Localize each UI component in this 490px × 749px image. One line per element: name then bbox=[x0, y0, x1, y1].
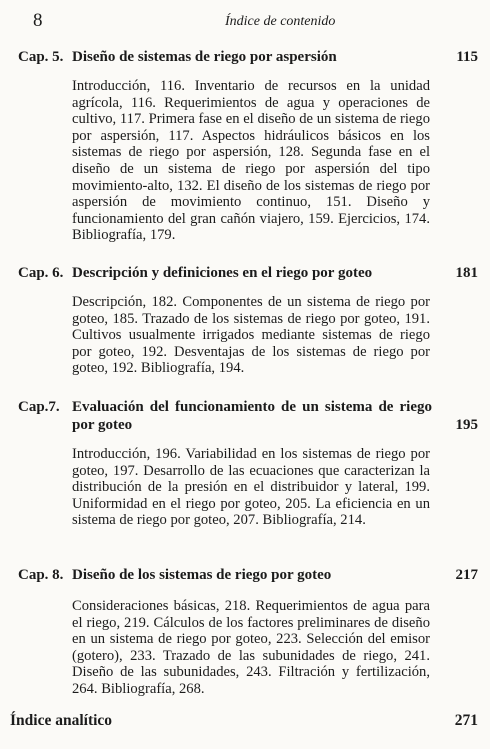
chapter-heading bbox=[18, 398, 478, 434]
toc-chapter-8 bbox=[18, 566, 478, 698]
chapter-title: Diseño de sistemas de riego por aspersión bbox=[72, 49, 337, 65]
chapter-heading bbox=[18, 264, 478, 282]
chapter-page-number: 217 bbox=[455, 567, 478, 583]
page-number: 8 bbox=[33, 10, 43, 31]
chapter-contents: Consideraciones básicas, 218. Requerimientos de agua para el riego, 219. Cálculos de los factores preliminares de diseño en un sistema de riego por goteo, 223. Selección del emisor (gotero), 233. Trazado de las subunidades de riego, 241. Diseño de las subunidades, 243. Filtración y fertilización, 264. Bibliografía, 268. bbox=[72, 598, 430, 697]
chapter-contents: Introducción, 116. Inventario de recursos en la unidad agrícola, 116. Requerimientos de agua y operaciones de cultivo, 117. Primera fase en el diseño de un sistema de riego por aspersión, 117. Aspectos hidráulicos básicos en los sistemas de riego por aspersión, 128. Segunda fase en el diseño de un sistema de riego por aspersión del tipo movimiento-alto, 132. El diseño de los sistemas de riego por aspersión de movimiento continuo, 151. Diseño y funcionamiento del gran cañón viajero, 159. Ejercicios, 174. Bibliografía, 179. bbox=[72, 78, 430, 244]
chapter-label: Cap. 5. bbox=[18, 49, 64, 65]
chapter-label: Cap. 8. bbox=[18, 567, 64, 583]
chapter-page-number: 195 bbox=[455, 417, 478, 433]
chapter-page-number: 181 bbox=[455, 265, 478, 281]
chapter-page-number: 115 bbox=[456, 49, 478, 65]
chapter-label: Cap.7. bbox=[18, 399, 60, 415]
chapter-contents: Introducción, 196. Variabilidad en los sistemas de riego por goteo, 197. Desarrollo de las ecuaciones que caracterizan la distribución de la presión en el distribuidor y lateral, 199. Uniformidad en el riego por goteo, 205. La eficiencia en un sistema de riego por goteo, 207. Bibliografía, 214. bbox=[72, 446, 430, 529]
index-label: Índice analítico bbox=[10, 712, 113, 729]
chapter-contents: Descripción, 182. Componentes de un sistema de riego por goteo, 185. Trazado de los sistemas de riego por goteo, 191. Cultivos usualmente irrigados mediante sistemas de riego por goteo, 192. Desventajas de los sistemas de riego por goteo, 192. Bibliografía, 194. bbox=[72, 294, 430, 377]
running-title: Índice de contenido bbox=[225, 14, 336, 29]
chapter-heading bbox=[18, 48, 478, 66]
toc-chapter-7 bbox=[18, 398, 478, 529]
chapter-title: Descripción y definiciones en el riego por goteo bbox=[72, 265, 373, 281]
chapter-label: Cap. 6. bbox=[18, 265, 64, 281]
page-header bbox=[0, 10, 490, 34]
chapter-title: Diseño de los sistemas de riego por goteo bbox=[72, 567, 332, 583]
chapter-heading bbox=[18, 566, 478, 584]
toc-chapter-6 bbox=[18, 264, 478, 377]
toc-chapter-5 bbox=[18, 48, 478, 244]
chapter-title: Evaluación del funcionamiento de un sistema de riego por goteo bbox=[72, 399, 432, 433]
index-page-number: 271 bbox=[454, 712, 478, 729]
